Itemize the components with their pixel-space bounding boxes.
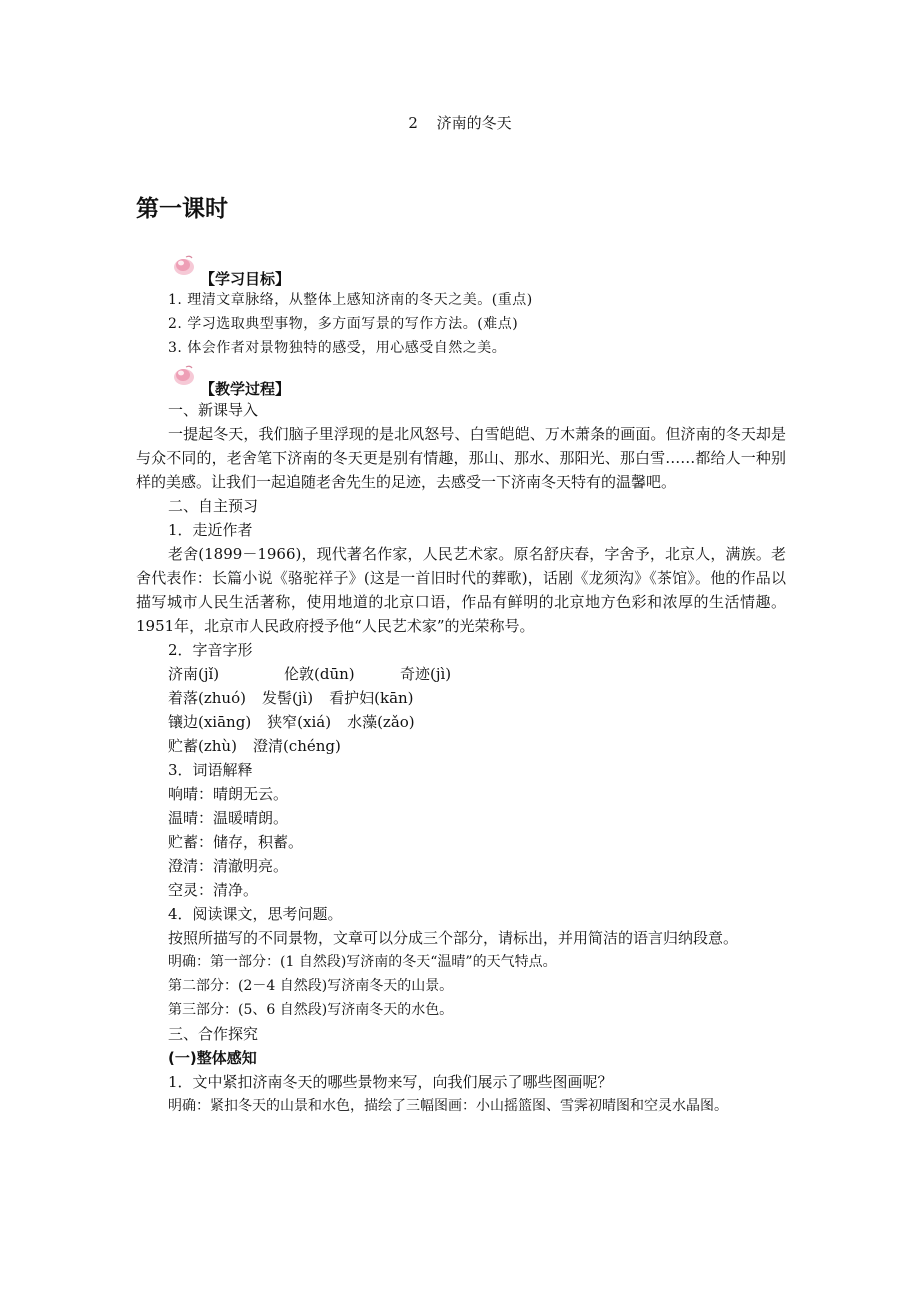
pronunciation-row: [168, 686, 784, 710]
pronunciation-item: 伦敦(dūn): [284, 665, 355, 683]
process-heading-row: [168, 362, 784, 396]
author-paragraph: 老舍(1899－1966)，现代著名作家，人民艺术家。原名舒庆春，字舍予，北京人，满族。老舍代表作：长篇小说《骆驼祥子》(这是一首旧时代的葬歌)，话剧《龙须沟》《茶馆》。他的作品以描写城市人民生活著称，使用地道的北京口语，作品有鲜明的北京地方色彩和浓厚的生活情趣。1951年，北京市人民政府授予他“人民艺术家”的光荣称号。: [136, 545, 786, 635]
answer-paragraph: 明确：紧扣冬天的山景和水色，描绘了三幅图画：小山摇篮图、雪霁初晴图和空灵水晶图。: [168, 1098, 728, 1114]
pronunciation-item: 水藻(zǎo): [347, 713, 415, 731]
pronunciation-item: 看护妇(kān): [329, 689, 414, 707]
subsection-title: 1．走近作者: [168, 521, 253, 539]
main-content: [136, 252, 786, 1118]
question-text: 按照所描写的不同景物，文章可以分成三个部分，请标出，并用简洁的语言归纳段意。: [168, 929, 739, 947]
flower-bullet-icon: [172, 254, 196, 276]
question-text: 1．文中紧扣济南冬天的哪些景物来写，向我们展示了哪些图画呢？: [168, 1073, 613, 1091]
pronunciation-item: 发髻(jì): [261, 689, 314, 707]
answer-line: 第二部分：(2－4 自然段)写济南冬天的山景。: [168, 978, 454, 994]
pronunciation-row: [168, 662, 784, 686]
objectives-heading: 【学习目标】: [200, 270, 291, 288]
answer-line: 明确：第一部分：(1 自然段)写济南的冬天“温晴”的天气特点。: [168, 954, 557, 970]
vocab-item: 澄清：清澈明亮。: [168, 857, 289, 875]
pronunciation-item: 贮蓄(zhù): [168, 737, 237, 755]
chapter-header: [0, 112, 920, 133]
pronunciation-row: [168, 734, 784, 758]
pronunciation-item: 狭窄(xiá): [267, 713, 332, 731]
vocab-item: 贮蓄：储存，积蓄。: [168, 833, 304, 851]
intro-paragraph: 一提起冬天，我们脑子里浮现的是北风怒号、白雪皑皑、万木萧条的画面。但济南的冬天却是与众不同的，老舍笔下济南的冬天更是别有情趣，那山、那水、那阳光、那白雪……都给人一种别样的美感。让我们一起追随老舍先生的足迹，去感受一下济南冬天特有的温馨吧。: [136, 425, 786, 491]
objective-item: 2. 学习选取典型事物，多方面写景的写作方法。(难点): [168, 316, 519, 332]
pronunciation-item: 镶边(xiāng): [168, 713, 252, 731]
flower-bullet-icon: [172, 364, 196, 386]
pronunciation-item: 济南(jǐ): [168, 665, 220, 683]
pronunciation-row: [168, 710, 784, 734]
pronunciation-item: 奇迹(jì): [400, 665, 452, 683]
section-title: 二、自主预习: [168, 497, 259, 515]
section-title: 一、新课导入: [168, 401, 259, 419]
pronunciation-item: 澄清(chéng): [252, 737, 341, 755]
objective-item: 3. 体会作者对景物独特的感受，用心感受自然之美。: [168, 340, 507, 356]
subsection-title: 3．词语解释: [168, 761, 253, 779]
section-title: 三、合作探究: [168, 1025, 259, 1043]
vocab-item: 空灵：清净。: [168, 881, 259, 899]
process-heading: 【教学过程】: [200, 380, 291, 398]
subsection-title: 4．阅读课文，思考问题。: [168, 905, 343, 923]
vocab-item: 温晴：温暖晴朗。: [168, 809, 289, 827]
vocab-item: 响晴：晴朗无云。: [168, 785, 289, 803]
objectives-heading-row: [168, 252, 784, 286]
chapter-number: 2: [408, 114, 418, 132]
lesson-title: 第一课时: [136, 196, 228, 222]
subsection-title: (一)整体感知: [168, 1049, 257, 1067]
chapter-title: 济南的冬天: [436, 114, 512, 132]
subsection-title: 2．字音字形: [168, 641, 253, 659]
answer-line: 第三部分：(5、6 自然段)写济南冬天的水色。: [168, 1002, 454, 1018]
pronunciation-item: 着落(zhuó): [168, 689, 246, 707]
objective-item: 1. 理清文章脉络，从整体上感知济南的冬天之美。(重点): [168, 292, 533, 308]
